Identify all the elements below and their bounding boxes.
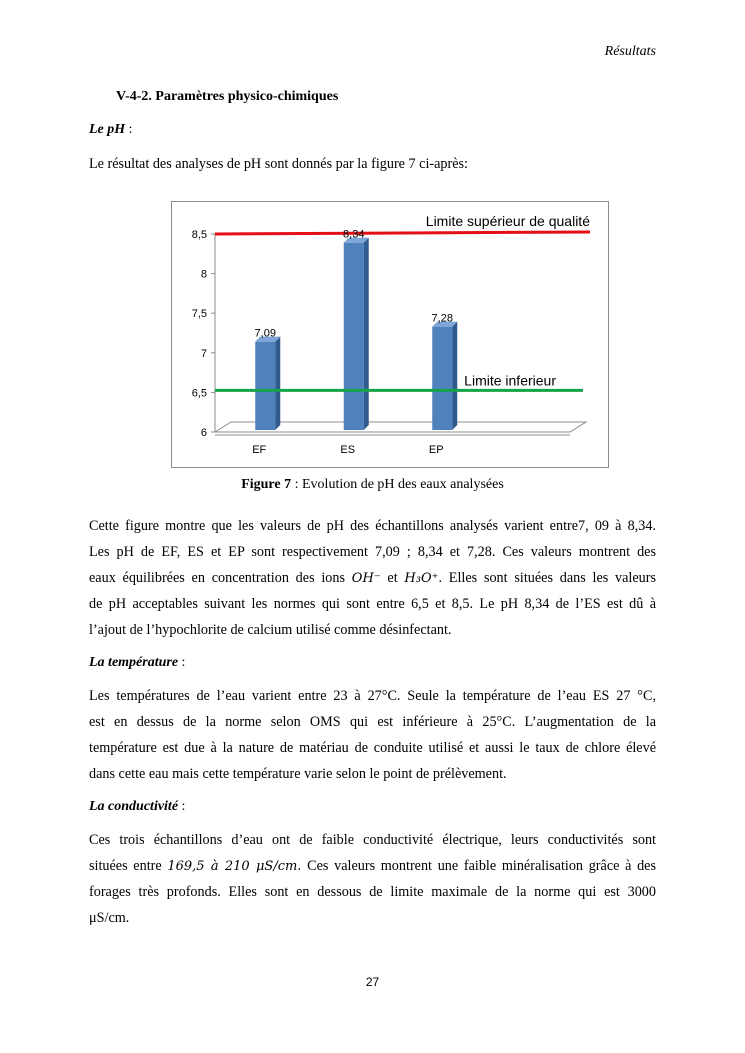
ph-heading-text: Le pH (89, 122, 126, 137)
ph-text-line-5: l’ajout de l’hypochlorite de calcium utilisé comme désinfectant. (89, 622, 452, 638)
ph-text-line-4: de pH acceptables suivant les normes qui sont entre 6,5 et 8,5. Le pH 8,34 de l’ES est dû à (89, 596, 656, 612)
figure-caption-text: : Evolution de pH des eaux analysées (291, 477, 504, 492)
temperature-line-1: Les températures de l’eau varient entre 23 à 27°C. Seule la température de l’eau ES 27 °C, (89, 688, 656, 704)
ph-heading (89, 122, 133, 138)
y-tick-label: 7 (200, 347, 207, 360)
upper-limit-line (215, 232, 590, 234)
ph-text-line-3b: et (380, 570, 405, 586)
bar-value-label: 7,28 (431, 312, 453, 325)
ph-text-line-3 (89, 570, 656, 587)
hydroxide-ion: OH⁻ (351, 571, 381, 586)
bar-side-EP (452, 322, 457, 430)
y-tick-label: 6 (200, 427, 207, 439)
x-category-label: EF (252, 444, 267, 456)
temperature-heading-colon: : (178, 655, 186, 670)
conductivity-heading-text: La conductivité (89, 799, 179, 814)
temperature-line-4: dans cette eau mais cette température varie selon le point de prélèvement. (89, 766, 507, 782)
ph-chart (171, 201, 609, 468)
temperature-heading-text: La température (89, 655, 179, 670)
conductivity-range: 169,5 à 210 μS/cm. (167, 859, 302, 874)
bar-value-label: 8,34 (343, 228, 365, 241)
ph-text-line-2: Les pH de EF, ES et EP sont respectivement 7,09 ; 8,34 et 7,28. Ces valeurs montrent des (89, 544, 656, 560)
figure-caption (0, 477, 745, 493)
bar-side-EF (275, 337, 280, 430)
bar-side-ES (364, 238, 369, 430)
conductivity-heading-colon: : (178, 799, 186, 814)
x-category-label: ES (340, 444, 356, 456)
conductivity-line-2a: situées entre (89, 858, 168, 874)
bar-EP (432, 327, 452, 430)
bar-EF (255, 342, 275, 430)
conductivity-line-1: Ces trois échantillons d’eau ont de faible conductivité électrique, leurs conductivités sont (89, 832, 656, 848)
conductivity-line-3: forages très profonds. Elles sont en dessous de limite maximale de la norme qui est 3000 (89, 884, 656, 900)
conductivity-line-2 (89, 858, 656, 875)
page-number: 27 (365, 975, 380, 989)
y-tick-label: 6,5 (191, 387, 207, 400)
figure-label: Figure 7 (241, 477, 292, 492)
upper-limit-label: Limite supérieur de qualité (425, 213, 590, 229)
ph-heading-colon: : (125, 122, 133, 137)
conductivity-heading (89, 799, 185, 815)
ph-chart-svg (172, 202, 608, 467)
hydronium-ion: H₃O⁺ (404, 571, 439, 586)
y-tick-label: 8,5 (191, 229, 207, 241)
section-title: V-4-2. Paramètres physico-chimiques (116, 89, 339, 104)
x-category-label: EP (428, 444, 444, 456)
bar-ES (344, 243, 364, 430)
temperature-heading (89, 655, 185, 671)
y-tick-label: 8 (200, 268, 207, 281)
y-tick-label: 7,5 (191, 308, 207, 321)
temperature-line-2: est en dessus de la norme selon OMS qui est inférieure à 25°C. L’augmentation de la (89, 714, 656, 730)
bar-value-label: 7,09 (254, 327, 276, 340)
running-header: Résultats (604, 44, 656, 59)
conductivity-line-4: μS/cm. (89, 910, 130, 926)
conductivity-line-2b: Ces valeurs montrent une faible minéralisation grâce à des (301, 858, 657, 874)
ph-text-line-3c: . Elles sont situées dans les valeurs (438, 570, 657, 586)
lower-limit-label: Limite inferieur (464, 372, 556, 389)
ph-text-line-3a: eaux équilibrées en concentration des ions (89, 570, 352, 586)
ph-text-line-1: Cette figure montre que les valeurs de pH des échantillons analysés varient entre7, 09 à 8,34. (89, 518, 656, 534)
temperature-line-3: température est due à la nature de matériau de conduite utilisé et aussi le taux de chlore élevé (89, 740, 656, 756)
ph-intro: Le résultat des analyses de pH sont donnés par la figure 7 ci-après: (89, 156, 468, 172)
